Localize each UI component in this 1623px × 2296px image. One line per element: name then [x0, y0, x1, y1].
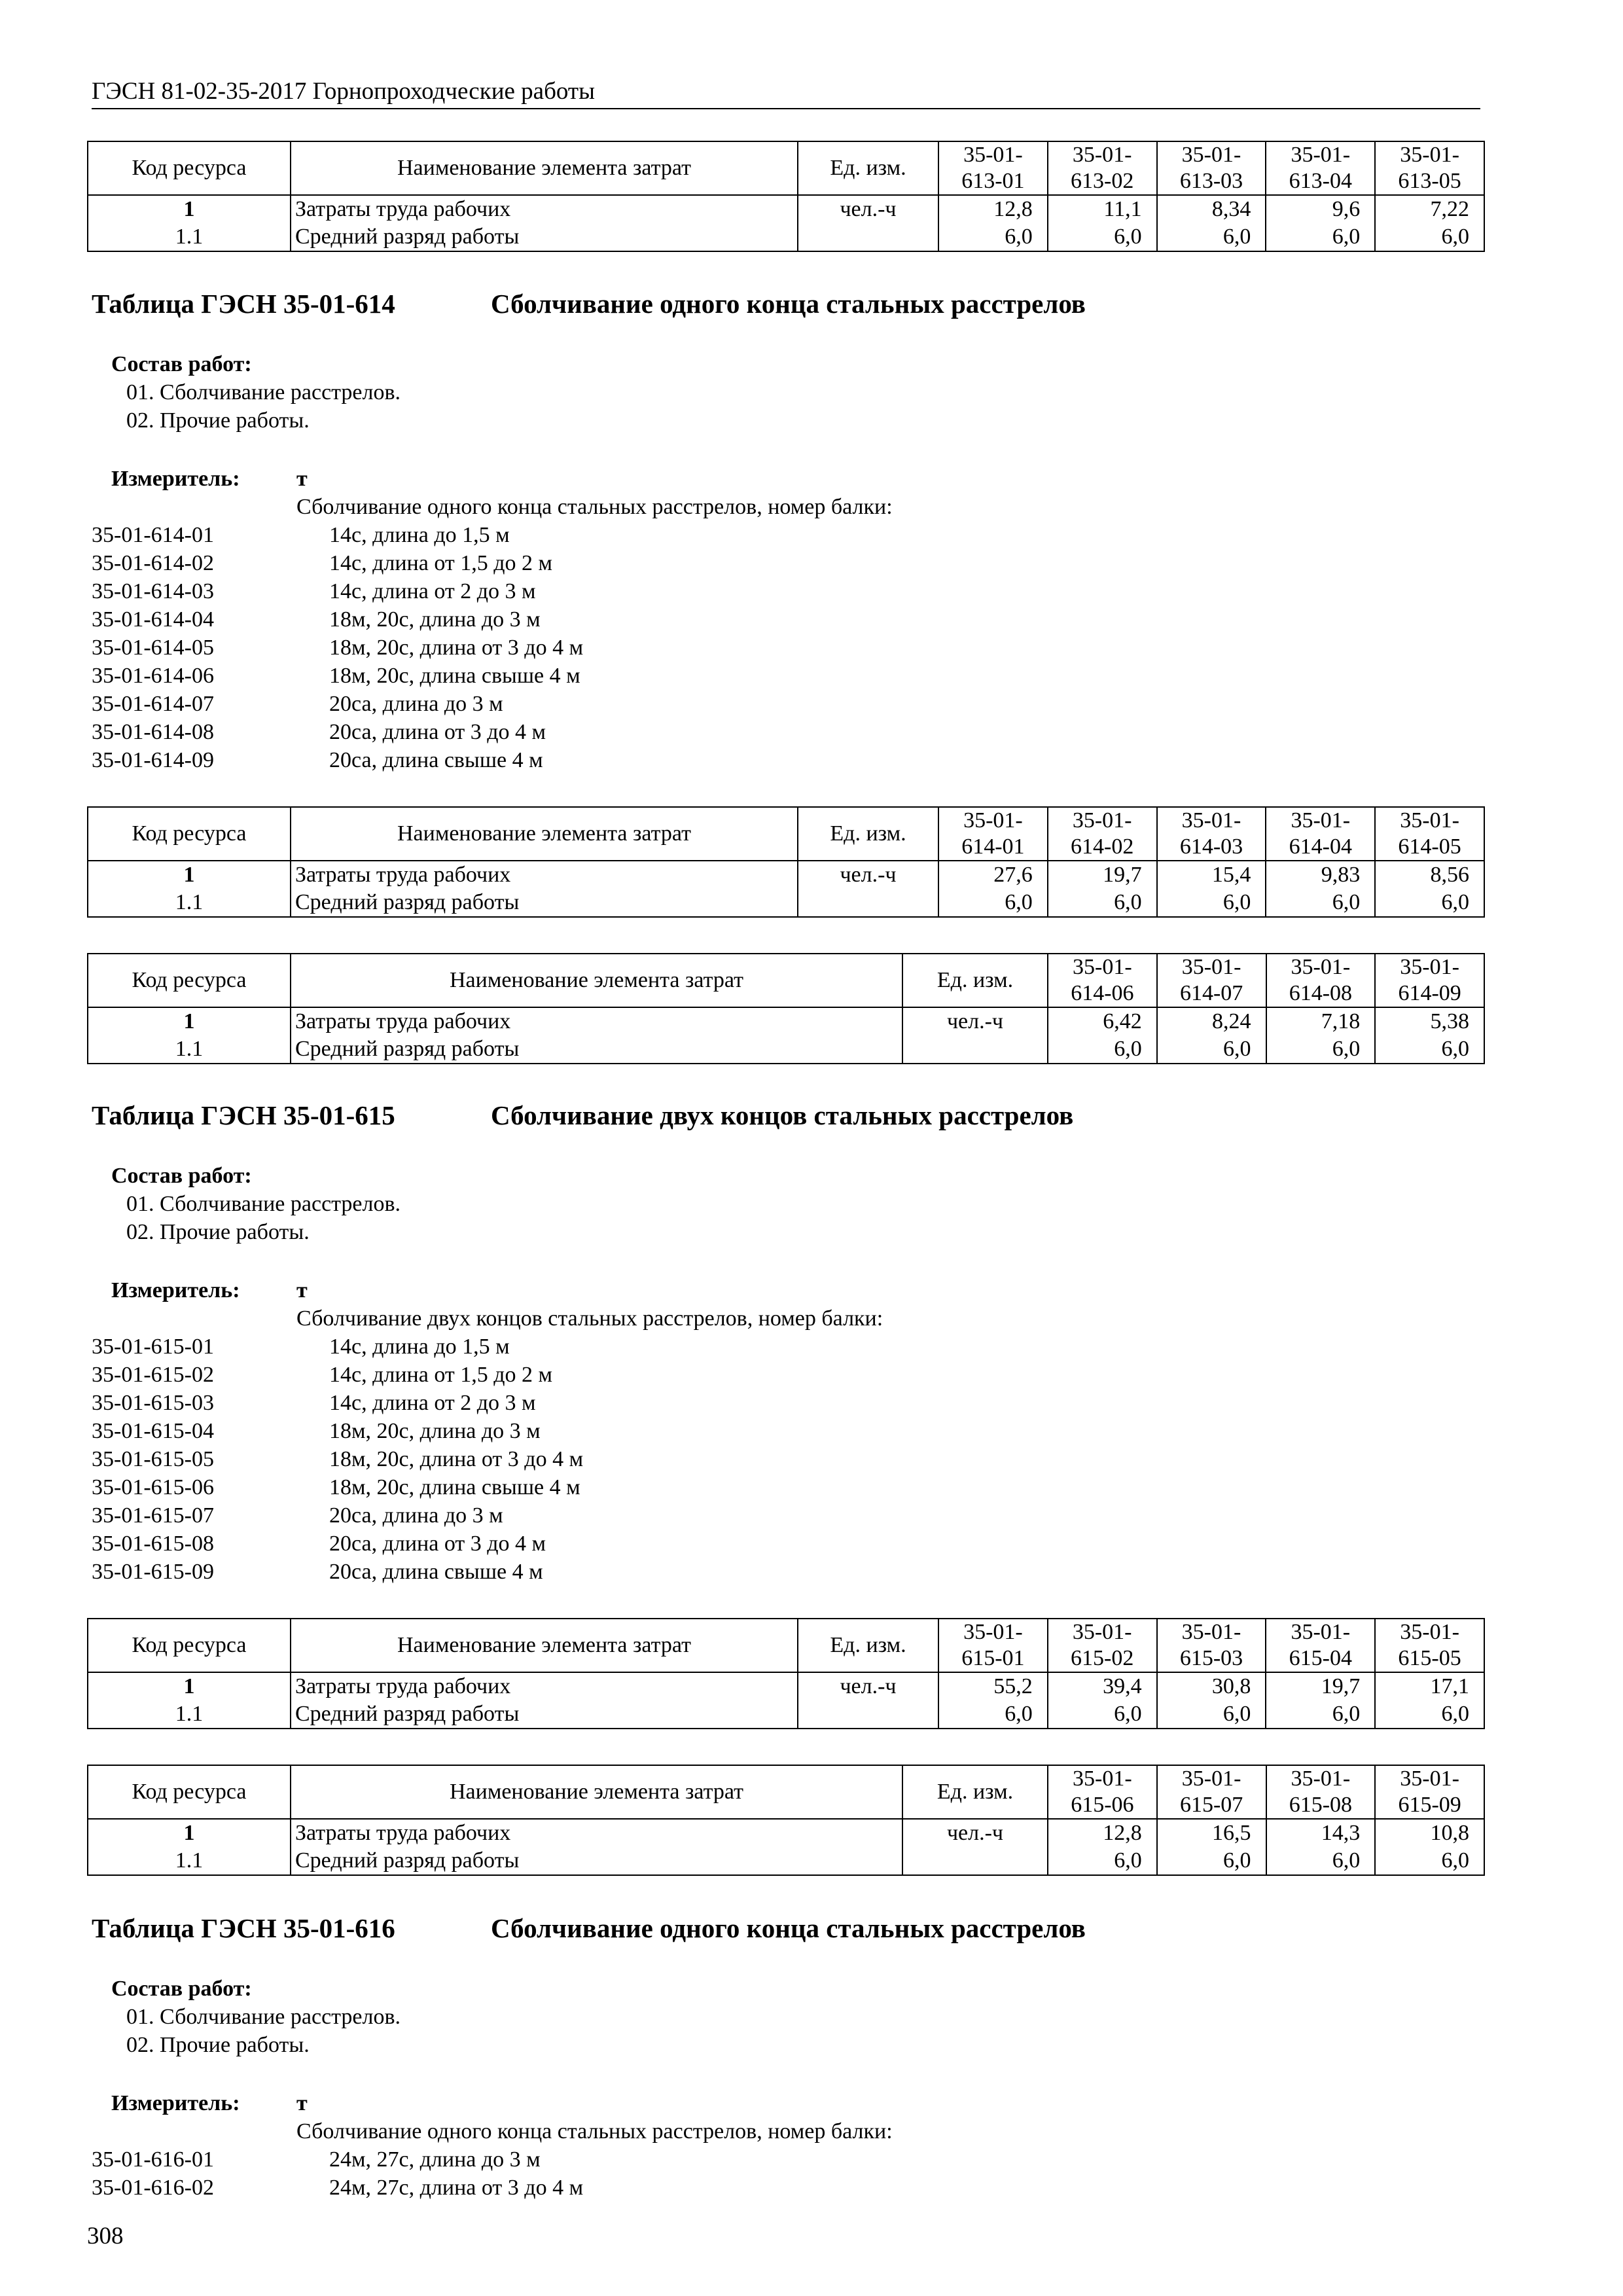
- norm-text: 18м, 20с, длина до 3 м: [329, 1419, 541, 1443]
- value-cell: 6,0: [1048, 1700, 1157, 1729]
- col-header-norm: 35-01- 613-02: [1048, 141, 1157, 195]
- row-unit-empty: [902, 1847, 1048, 1875]
- norm-code: 35-01-614-07: [92, 692, 214, 716]
- list-item: [92, 1501, 1335, 1530]
- table-title: Сболчивание двух концов стальных расстрелов: [491, 1100, 1074, 1130]
- value-cell: 6,0: [1266, 1700, 1375, 1729]
- table-title: Сболчивание одного конца стальных расстрелов: [491, 289, 1086, 319]
- value-cell: 6,0: [1266, 1035, 1376, 1064]
- norm-code: 35-01-614-08: [92, 720, 214, 744]
- col-header-unit: Ед. изм.: [798, 141, 938, 195]
- row-code: 1.1: [88, 1847, 291, 1875]
- value-cell: 8,34: [1157, 195, 1266, 223]
- norm-code: 35-01-615-01: [92, 1335, 214, 1359]
- work-item: 02. Прочие работы.: [126, 1220, 310, 1244]
- value-cell: 10,8: [1375, 1819, 1484, 1847]
- table-row: [88, 1672, 1484, 1700]
- resource-table-615a: [87, 1618, 1485, 1729]
- col-header-norm: 35-01- 615-01: [938, 1619, 1048, 1672]
- table-header-row: [88, 954, 1484, 1007]
- col-header-norm: 35-01- 615-06: [1048, 1765, 1157, 1819]
- table-row: [88, 889, 1484, 917]
- list-item: [92, 718, 1335, 746]
- row-unit-empty: [798, 1700, 938, 1729]
- norm-text: 20са, длина свыше 4 м: [329, 748, 543, 772]
- row-name: Затраты труда рабочих: [291, 195, 798, 223]
- row-code: 1.1: [88, 1035, 291, 1064]
- col-header-name: Наименование элемента затрат: [291, 954, 902, 1007]
- value-cell: 6,0: [1375, 1847, 1484, 1875]
- norm-code: 35-01-615-03: [92, 1391, 214, 1415]
- row-unit-empty: [798, 889, 938, 917]
- table-header-row: [88, 141, 1484, 195]
- list-item: [92, 746, 1335, 774]
- norm-code: 35-01-615-05: [92, 1447, 214, 1471]
- list-item: [92, 1333, 1335, 1361]
- value-cell: 39,4: [1048, 1672, 1157, 1700]
- value-cell: 8,56: [1375, 861, 1484, 889]
- norm-text: 14с, длина от 2 до 3 м: [329, 579, 536, 603]
- col-header-norm: 35-01- 613-05: [1375, 141, 1484, 195]
- col-header-norm: 35-01- 613-04: [1266, 141, 1375, 195]
- table-number: Таблица ГЭСН 35-01-615: [92, 1100, 395, 1130]
- value-cell: 30,8: [1157, 1672, 1266, 1700]
- value-cell: 27,6: [938, 861, 1048, 889]
- measure-description: Сболчивание двух концов стальных расстрелов, номер балки:: [296, 1306, 883, 1331]
- value-cell: 6,0: [1266, 1847, 1376, 1875]
- value-cell: 9,6: [1266, 195, 1375, 223]
- col-header-unit: Ед. изм.: [902, 954, 1048, 1007]
- table-row: [88, 1007, 1484, 1035]
- col-header-norm: 35-01- 615-04: [1266, 1619, 1375, 1672]
- row-name: Средний разряд работы: [291, 1847, 902, 1875]
- norm-text: 20са, длина до 3 м: [329, 692, 503, 716]
- row-name: Средний разряд работы: [291, 1035, 902, 1064]
- row-name: Затраты труда рабочих: [291, 1007, 902, 1035]
- value-cell: 6,0: [1375, 1700, 1484, 1729]
- measure-block: [92, 1276, 1335, 1586]
- norm-code: 35-01-614-03: [92, 579, 214, 603]
- norm-code: 35-01-614-05: [92, 636, 214, 660]
- col-header-norm: 35-01- 615-09: [1375, 1765, 1484, 1819]
- measure-block: [92, 2089, 1335, 2202]
- value-cell: 6,0: [1048, 223, 1157, 251]
- list-item: [92, 1445, 1335, 1473]
- value-cell: 16,5: [1157, 1819, 1266, 1847]
- value-cell: 7,22: [1375, 195, 1484, 223]
- norm-text: 20са, длина до 3 м: [329, 1503, 503, 1528]
- col-header-norm: 35-01- 614-03: [1157, 807, 1266, 861]
- row-name: Средний разряд работы: [291, 1700, 798, 1729]
- value-cell: 55,2: [938, 1672, 1048, 1700]
- list-item: [92, 1361, 1335, 1389]
- value-cell: 6,0: [938, 889, 1048, 917]
- value-cell: 6,0: [1157, 223, 1266, 251]
- col-header-norm: 35-01- 615-07: [1157, 1765, 1266, 1819]
- work-composition: [92, 1975, 401, 2059]
- list-item: [92, 1558, 1335, 1586]
- list-item: [92, 521, 1335, 549]
- row-unit: чел.-ч: [902, 1007, 1048, 1035]
- norm-text: 14с, длина от 2 до 3 м: [329, 1391, 536, 1415]
- page-number: 308: [87, 2223, 124, 2250]
- list-item: [92, 605, 1335, 634]
- col-header-norm: 35-01- 614-05: [1375, 807, 1484, 861]
- list-item: [92, 577, 1335, 605]
- list-item: [92, 2174, 1335, 2202]
- col-header-code: Код ресурса: [88, 807, 291, 861]
- col-header-norm: 35-01- 615-05: [1375, 1619, 1484, 1672]
- value-cell: 15,4: [1157, 861, 1266, 889]
- norm-code: 35-01-615-02: [92, 1363, 214, 1387]
- col-header-name: Наименование элемента затрат: [291, 141, 798, 195]
- measure-block: [92, 465, 1335, 774]
- resource-table-614b: [87, 953, 1485, 1064]
- row-name: Средний разряд работы: [291, 889, 798, 917]
- norm-text: 24м, 27с, длина от 3 до 4 м: [329, 2176, 584, 2200]
- section-title-616: [92, 1912, 1086, 1944]
- work-item: 01. Сболчивание расстрелов.: [126, 380, 401, 404]
- col-header-unit: Ед. изм.: [798, 1619, 938, 1672]
- norm-text: 14с, длина до 1,5 м: [329, 1335, 510, 1359]
- norm-code: 35-01-614-04: [92, 607, 214, 632]
- norm-code: 35-01-615-09: [92, 1560, 214, 1584]
- value-cell: 6,0: [1048, 1035, 1157, 1064]
- norm-code: 35-01-614-06: [92, 664, 214, 688]
- col-header-norm: 35-01- 614-09: [1375, 954, 1484, 1007]
- table-header-row: [88, 1765, 1484, 1819]
- value-cell: 12,8: [938, 195, 1048, 223]
- table-row: [88, 195, 1484, 223]
- section-title-614: [92, 288, 1086, 319]
- col-header-norm: 35-01- 614-07: [1157, 954, 1266, 1007]
- value-cell: 8,24: [1157, 1007, 1266, 1035]
- row-unit: чел.-ч: [902, 1819, 1048, 1847]
- measure-label: Измеритель:: [111, 2091, 240, 2115]
- col-header-code: Код ресурса: [88, 141, 291, 195]
- work-composition: [92, 350, 401, 435]
- running-header: ГЭСН 81-02-35-2017 Горнопроходческие работы: [92, 77, 1480, 109]
- measure-description: Сболчивание одного конца стальных расстрелов, номер балки:: [296, 2119, 893, 2144]
- resource-table-614a: [87, 806, 1485, 918]
- norm-text: 18м, 20с, длина свыше 4 м: [329, 1475, 580, 1499]
- col-header-norm: 35-01- 614-01: [938, 807, 1048, 861]
- value-cell: 7,18: [1266, 1007, 1376, 1035]
- col-header-norm: 35-01- 615-02: [1048, 1619, 1157, 1672]
- col-header-norm: 35-01- 614-04: [1266, 807, 1375, 861]
- value-cell: 6,0: [1048, 889, 1157, 917]
- norm-text: 14с, длина от 1,5 до 2 м: [329, 1363, 553, 1387]
- value-cell: 11,1: [1048, 195, 1157, 223]
- col-header-name: Наименование элемента затрат: [291, 807, 798, 861]
- col-header-norm: 35-01- 613-01: [938, 141, 1048, 195]
- value-cell: 6,0: [1266, 889, 1375, 917]
- table-row: [88, 223, 1484, 251]
- norm-code: 35-01-614-01: [92, 523, 214, 547]
- row-code: 1: [88, 195, 291, 223]
- resource-table-613: [87, 141, 1485, 252]
- table-title: Сболчивание одного конца стальных расстрелов: [491, 1913, 1086, 1943]
- value-cell: 12,8: [1048, 1819, 1157, 1847]
- norm-text: 18м, 20с, длина от 3 до 4 м: [329, 1447, 584, 1471]
- work-composition: [92, 1162, 401, 1246]
- value-cell: 6,0: [1375, 1035, 1484, 1064]
- col-header-code: Код ресурса: [88, 1765, 291, 1819]
- col-header-name: Наименование элемента затрат: [291, 1765, 902, 1819]
- row-unit-empty: [902, 1035, 1048, 1064]
- value-cell: 14,3: [1266, 1819, 1376, 1847]
- work-heading: Состав работ:: [111, 1977, 252, 2001]
- table-header-row: [88, 1619, 1484, 1672]
- row-unit: чел.-ч: [798, 861, 938, 889]
- value-cell: 6,0: [1157, 889, 1266, 917]
- col-header-code: Код ресурса: [88, 1619, 291, 1672]
- value-cell: 6,0: [1048, 1847, 1157, 1875]
- row-name: Затраты труда рабочих: [291, 861, 798, 889]
- measure-label: Измеритель:: [111, 1278, 240, 1302]
- col-header-name: Наименование элемента затрат: [291, 1619, 798, 1672]
- norm-code: 35-01-615-06: [92, 1475, 214, 1499]
- col-header-code: Код ресурса: [88, 954, 291, 1007]
- value-cell: 19,7: [1048, 861, 1157, 889]
- col-header-norm: 35-01- 615-08: [1266, 1765, 1376, 1819]
- measure-label: Измеритель:: [111, 467, 240, 491]
- value-cell: 6,0: [1157, 1035, 1266, 1064]
- section-title-615: [92, 1100, 1074, 1131]
- list-item: [92, 1417, 1335, 1445]
- value-cell: 6,42: [1048, 1007, 1157, 1035]
- list-item: [92, 1530, 1335, 1558]
- value-cell: 6,0: [1375, 889, 1484, 917]
- table-row: [88, 1700, 1484, 1729]
- col-header-norm: 35-01- 614-06: [1048, 954, 1157, 1007]
- value-cell: 6,0: [1157, 1847, 1266, 1875]
- col-header-unit: Ед. изм.: [798, 807, 938, 861]
- norm-text: 18м, 20с, длина до 3 м: [329, 607, 541, 632]
- col-header-norm: 35-01- 613-03: [1157, 141, 1266, 195]
- norm-code: 35-01-615-04: [92, 1419, 214, 1443]
- row-code: 1: [88, 1672, 291, 1700]
- col-header-norm: 35-01- 614-02: [1048, 807, 1157, 861]
- row-code: 1: [88, 1007, 291, 1035]
- measure-unit: т: [296, 467, 308, 491]
- row-name: Затраты труда рабочих: [291, 1819, 902, 1847]
- table-row: [88, 861, 1484, 889]
- value-cell: 17,1: [1375, 1672, 1484, 1700]
- norm-text: 18м, 20с, длина от 3 до 4 м: [329, 636, 584, 660]
- norm-code: 35-01-615-07: [92, 1503, 214, 1528]
- norm-code: 35-01-615-08: [92, 1532, 214, 1556]
- work-item: 01. Сболчивание расстрелов.: [126, 1192, 401, 1216]
- row-unit: чел.-ч: [798, 1672, 938, 1700]
- table-number: Таблица ГЭСН 35-01-616: [92, 1913, 395, 1943]
- norm-code: 35-01-614-02: [92, 551, 214, 575]
- value-cell: 6,0: [1157, 1700, 1266, 1729]
- measure-unit: т: [296, 2091, 308, 2115]
- table-row: [88, 1847, 1484, 1875]
- measure-description: Сболчивание одного конца стальных расстрелов, номер балки:: [296, 495, 893, 519]
- table-header-row: [88, 807, 1484, 861]
- row-code: 1: [88, 1819, 291, 1847]
- value-cell: 6,0: [1266, 223, 1375, 251]
- norm-code: 35-01-616-02: [92, 2176, 214, 2200]
- norm-code: 35-01-616-01: [92, 2147, 214, 2172]
- value-cell: 19,7: [1266, 1672, 1375, 1700]
- work-item: 01. Сболчивание расстрелов.: [126, 2005, 401, 2029]
- norm-text: 20са, длина от 3 до 4 м: [329, 720, 546, 744]
- value-cell: 9,83: [1266, 861, 1375, 889]
- list-item: [92, 549, 1335, 577]
- row-name: Средний разряд работы: [291, 223, 798, 251]
- list-item: [92, 1473, 1335, 1501]
- norm-text: 24м, 27с, длина до 3 м: [329, 2147, 541, 2172]
- col-header-norm: 35-01- 615-03: [1157, 1619, 1266, 1672]
- norm-text: 20са, длина свыше 4 м: [329, 1560, 543, 1584]
- norm-text: 14с, длина до 1,5 м: [329, 523, 510, 547]
- value-cell: 5,38: [1375, 1007, 1484, 1035]
- row-unit: чел.-ч: [798, 195, 938, 223]
- norm-text: 18м, 20с, длина свыше 4 м: [329, 664, 580, 688]
- list-item: [92, 2145, 1335, 2174]
- work-item: 02. Прочие работы.: [126, 2033, 310, 2057]
- value-cell: 6,0: [938, 1700, 1048, 1729]
- norm-text: 14с, длина от 1,5 до 2 м: [329, 551, 553, 575]
- work-heading: Состав работ:: [111, 352, 252, 376]
- resource-table-615b: [87, 1765, 1485, 1876]
- row-code: 1: [88, 861, 291, 889]
- col-header-norm: 35-01- 614-08: [1266, 954, 1376, 1007]
- list-item: [92, 1389, 1335, 1417]
- list-item: [92, 690, 1335, 718]
- list-item: [92, 634, 1335, 662]
- row-name: Затраты труда рабочих: [291, 1672, 798, 1700]
- table-row: [88, 1819, 1484, 1847]
- value-cell: 6,0: [1375, 223, 1484, 251]
- norm-code: 35-01-614-09: [92, 748, 214, 772]
- table-number: Таблица ГЭСН 35-01-614: [92, 289, 395, 319]
- norm-text: 20са, длина от 3 до 4 м: [329, 1532, 546, 1556]
- row-code: 1.1: [88, 1700, 291, 1729]
- table-row: [88, 1035, 1484, 1064]
- col-header-unit: Ед. изм.: [902, 1765, 1048, 1819]
- list-item: [92, 662, 1335, 690]
- value-cell: 6,0: [938, 223, 1048, 251]
- row-code: 1.1: [88, 889, 291, 917]
- work-heading: Состав работ:: [111, 1164, 252, 1188]
- work-item: 02. Прочие работы.: [126, 408, 310, 433]
- measure-unit: т: [296, 1278, 308, 1302]
- row-unit-empty: [798, 223, 938, 251]
- row-code: 1.1: [88, 223, 291, 251]
